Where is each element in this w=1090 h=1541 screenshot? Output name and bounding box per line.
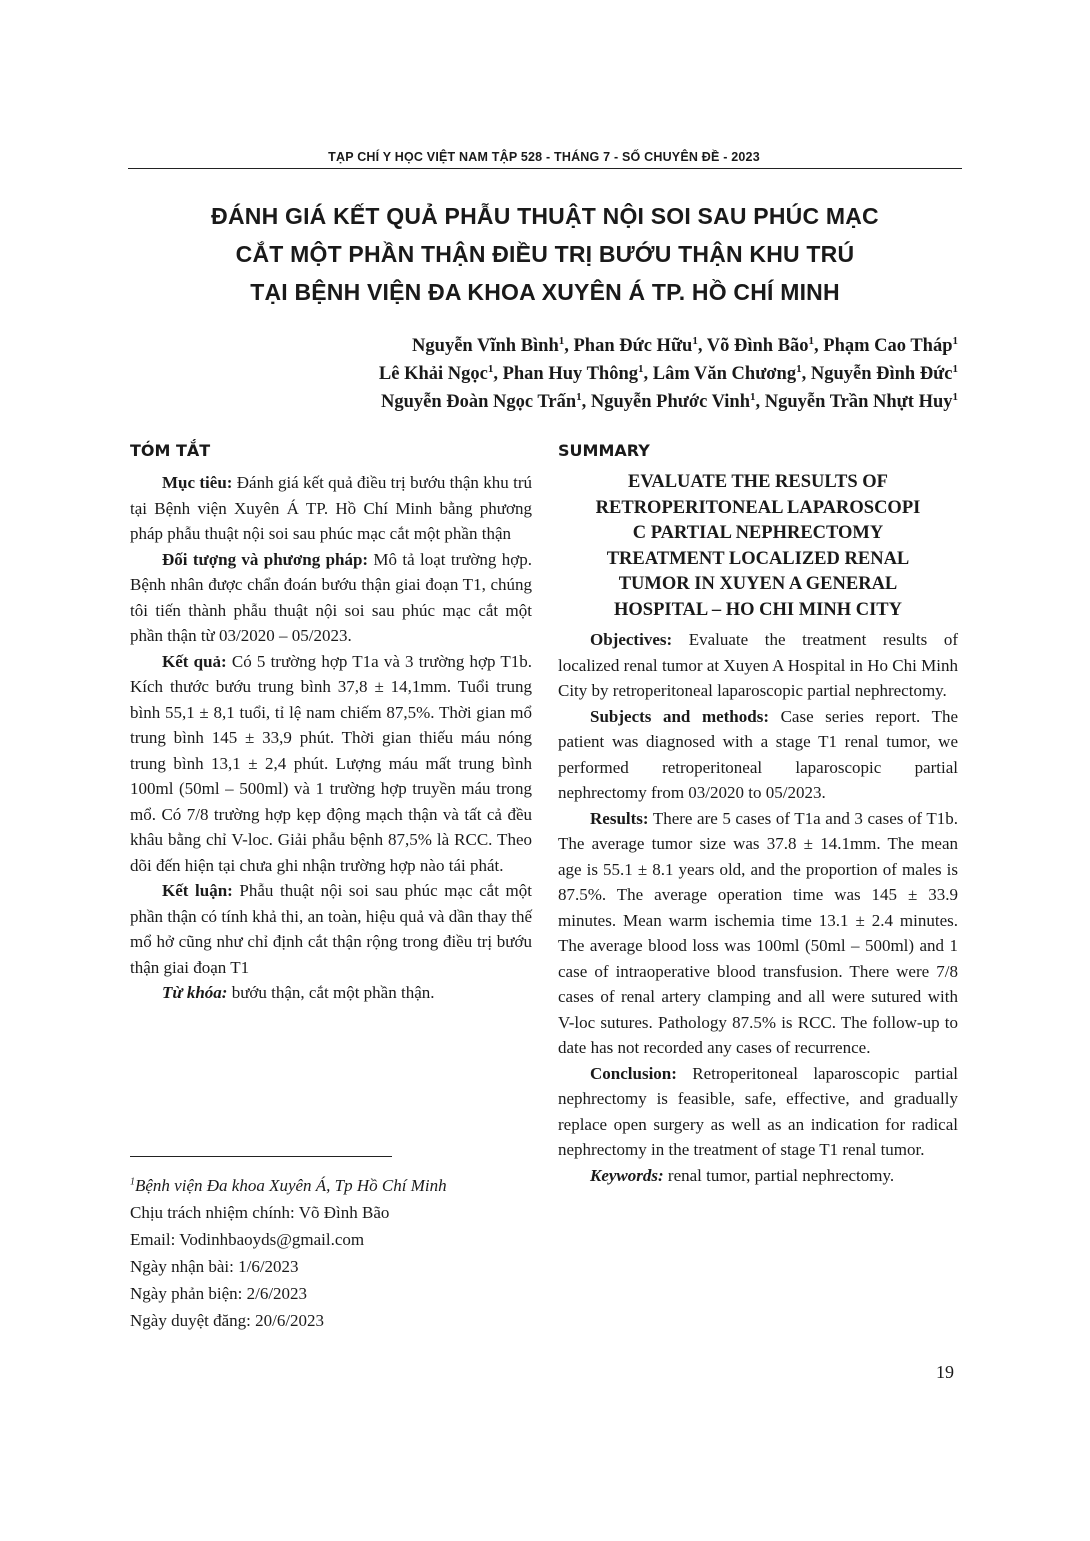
author-line-2: Lê Khải Ngọc$^1$, Phan Huy Thông$^1$, Lâm Văn Chương$^1$, Nguyễn Đình Đức$^1$ (378, 362, 958, 384)
methods-label: Subjects and methods: (590, 706, 769, 726)
affiliation-mark: 1 (487, 362, 494, 375)
conclusion-text: Phẫu thuật nội soi sau phúc mạc cắt một phần thận có tính khả thi, an toàn, hiệu quả và dần thay thế mổ hở cũng như chỉ định cắt thận rộng trong điều trị bướu thận giai đoạn T1 (130, 881, 532, 977)
conclusion-paragraph (558, 1061, 958, 1163)
methods-label: Đối tượng và phương pháp: (162, 549, 369, 569)
reviewed-date: Ngày phản biện: 2/6/2023 (130, 1284, 308, 1303)
author: Lê Khải Ngọc (378, 364, 488, 384)
title-line-3: TẠI BỆNH VIỆN ĐA KHOA XUYÊN Á TP. HỒ CHÍ MINH (250, 279, 840, 305)
affiliation-mark: 1 (558, 334, 565, 347)
objectives-text: Đánh giá kết quả điều trị bướu thận khu trú tại Bệnh viện Xuyên Á TP. Hồ Chí Minh bằng phương pháp phẫu thuật nội soi sau phúc mạc cắt một phần thận (130, 473, 532, 543)
affiliation-mark: 1 (750, 390, 756, 403)
received-date: Ngày nhận bài: 1/6/2023 (130, 1257, 299, 1276)
responsible-author: Chịu trách nhiệm chính: Võ Đình Bão (130, 1203, 390, 1222)
results-paragraph (558, 806, 958, 1061)
results-text: Có 5 trường hợp T1a và 3 trường hợp T1b. Kích thước bướu trung bình 37,8 ± 14,1mm. Tuổi trung bình 55,1 ± 8,1 tuổi, tỉ lệ nam chiếm 87,5%. Thời gian mổ trung bình 145 ± 33,9 phút. Thời gian thiếu máu nóng trung bình 13,1 ± 2,4 phút. Lượng máu mất trung bình 100ml (50ml – 500ml) và 1 trường hợp truyền máu trong mổ. Có 7/8 trường hợp kẹp động mạch thận và tất cả đều khâu bằng chỉ V-loc. Giải phẫu bệnh 87,5% là RCC. Theo dõi đến hiện tại chưa ghi nhận trường hợp nào tái phát. (130, 651, 532, 875)
results-label: Results: (590, 808, 649, 828)
objectives-label: Mục tiêu: (162, 473, 233, 492)
methods-text: Mô tả loạt trường hợp. Bệnh nhân được chẩn đoán bướu thận giai đoạn T1, chúng tôi tiến thành phẫu thuật nội soi sau phúc mạc cắt một phần thận từ 03/2020 – 05/2023. (130, 549, 532, 645)
author: Phan Đức Hữu (573, 336, 693, 356)
keywords-text: bướu thận, cắt một phần thận. (227, 983, 435, 1002)
summary-title-line-4: TREATMENT LOCALIZED RENAL (606, 548, 910, 569)
objectives-label: Objectives: (590, 630, 673, 649)
keywords-paragraph (130, 980, 532, 1006)
affiliation-mark: 1 (576, 390, 582, 403)
methods-paragraph (558, 704, 958, 806)
affiliation-mark: 1 (808, 334, 815, 347)
author: Nguyễn Vĩnh Bình (412, 336, 559, 356)
summary-title-line-2: RETROPERITONEAL LAPAROSCOPI (595, 497, 921, 518)
abstract-body (130, 470, 532, 1006)
page-number: 19 (936, 1362, 954, 1382)
methods-text: Case series report. The patient was diagnosed with a stage T1 renal tumor, we performed retroperitoneal laparoscopic partial nephrectomy from 03/2020 to 05/2023. (558, 706, 958, 802)
author: Lâm Văn Chương (652, 364, 797, 384)
summary-title (558, 470, 958, 623)
summary-title-line-5: TUMOR IN XUYEN A GENERAL (618, 574, 898, 594)
keywords-paragraph (558, 1163, 958, 1189)
affiliation-mark: 1 (952, 390, 958, 403)
summary-heading: SUMMARY (558, 441, 650, 460)
abstract-heading: TÓM TẮT (130, 441, 211, 460)
article-title (150, 197, 940, 311)
author: Nguyễn Phước Vinh (590, 392, 750, 412)
title-line-1: ĐÁNH GIÁ KẾT QUẢ PHẪU THUẬT NỘI SOI SAU PHÚC MẠC (211, 203, 879, 229)
journal-header: TẠP CHÍ Y HỌC VIỆT NAM TẬP 528 - THÁNG 7 - SỐ CHUYÊN ĐỀ - 2023 (328, 150, 760, 164)
summary-title-line-3: C PARTIAL NEPHRECTOMY (632, 523, 884, 543)
accepted-date: Ngày duyệt đăng: 20/6/2023 (130, 1311, 325, 1330)
title-line-2: CẮT MỘT PHẦN THẬN ĐIỀU TRỊ BƯỚU THẬN KHU TRÚ (235, 241, 855, 267)
results-text: There are 5 cases of T1a and 3 cases of T1b. The average tumor size was 37.8 ± 14.1mm. The mean age is 55.1 ± 8.1 years old, and the proportion of males is 87.5%. The average operation time was 145 ± 33.9 minutes. Mean warm ischemia time 13.1 ± 2.4 minutes. The average blood loss was 100ml (50ml – 500ml) and 1 case of intraoperative blood transfusion. There were 7/8 cases of renal artery clamping and all were sutured with V-loc sutures. Pathology 87.5% is RCC. The follow-up to date has not recorded any cases of recurrence. (558, 808, 958, 1057)
contact-email: Email: Vodinhbaoyds@gmail.com (130, 1230, 365, 1249)
keywords-text: renal tumor, partial nephrectomy. (663, 1165, 895, 1185)
objectives-text: Evaluate the treatment results of localized renal tumor at Xuyen A Hospital in Ho Chi Minh City by retroperitoneal laparoscopic partial nephrectomy. (558, 630, 958, 700)
footnote-rule (130, 1156, 392, 1157)
results-label: Kết quả: (162, 651, 227, 671)
author-line-3: Nguyễn Đoàn Ngọc Trấn$^1$, Nguyễn Phước Vinh$^1$, Nguyễn Trần Nhựt Huy$^1$ (381, 390, 958, 412)
abstract-english (558, 440, 958, 1188)
objectives-paragraph (558, 627, 958, 704)
author-line-1: Nguyễn Vĩnh Bình$^1$, Phan Đức Hữu$^1$, Võ Đình Bão$^1$, Phạm Cao Tháp$^1$ (412, 334, 958, 356)
keywords-label: Từ khóa: (162, 983, 228, 1002)
abstract-vietnamese (130, 440, 532, 1006)
results-paragraph (130, 649, 532, 879)
affiliation-mark: 1 (692, 334, 698, 347)
summary-title-line-6: HOSPITAL – HO CHI MINH CITY (614, 599, 902, 620)
keywords-label: Keywords: (590, 1165, 664, 1185)
affiliation-note (130, 1172, 447, 1199)
summary-title-line-1: EVALUATE THE RESULTS OF (628, 472, 888, 492)
methods-paragraph (130, 547, 532, 649)
conclusion-paragraph (130, 878, 532, 980)
author: Nguyễn Đình Đức (810, 364, 953, 384)
author: Võ Đình Bão (706, 336, 809, 356)
footnotes (130, 1172, 447, 1334)
author: Phạm Cao Tháp (823, 336, 953, 356)
author-list (379, 332, 958, 416)
affiliation-mark: 1 (952, 334, 958, 347)
author: Nguyễn Trần Nhựt Huy (764, 392, 953, 412)
conclusion-label: Conclusion: (590, 1063, 677, 1083)
summary-body (558, 627, 958, 1188)
conclusion-text: Retroperitoneal laparoscopic partial nephrectomy is feasible, safe, effective, and gradually replace open surgery as well as an indication for radical nephrectomy in the treatment of stage T1 renal tumor. (558, 1063, 958, 1159)
affiliation-mark: 1 (130, 1176, 135, 1188)
affiliation-mark: 1 (637, 362, 644, 375)
objectives-paragraph (130, 470, 532, 547)
affiliation-mark: 1 (952, 362, 958, 375)
author: Nguyễn Đoàn Ngọc Trấn (381, 392, 577, 412)
conclusion-label: Kết luận: (162, 881, 233, 900)
author: Phan Huy Thông (502, 364, 638, 384)
header-rule (128, 168, 962, 169)
affiliation-text: Bệnh viện Đa khoa Xuyên Á, Tp Hồ Chí Minh (135, 1176, 447, 1195)
affiliation-mark: 1 (796, 362, 802, 375)
